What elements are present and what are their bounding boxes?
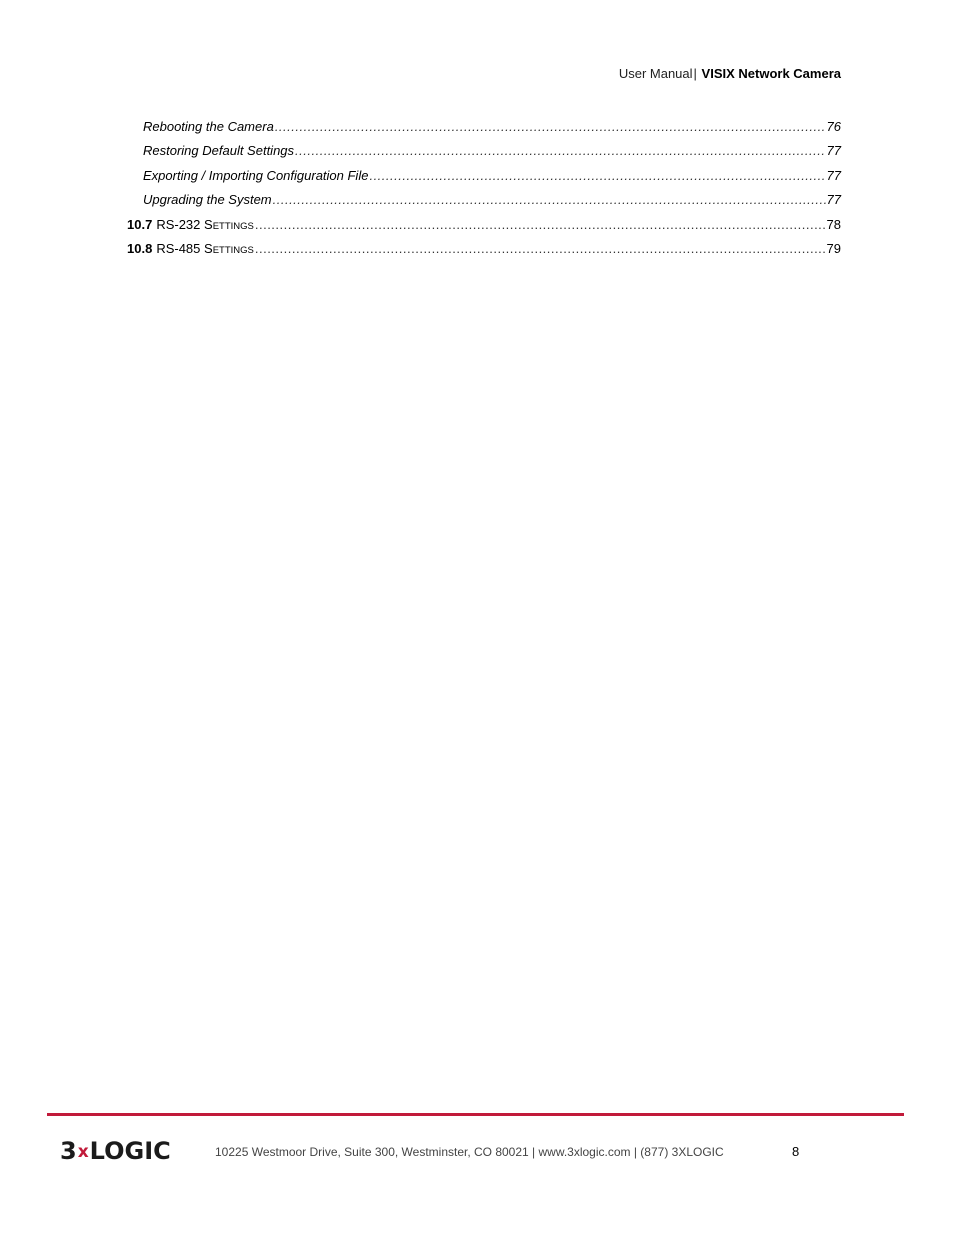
toc-dot-leader [369,164,825,188]
toc-entry-page: 78 [826,216,841,232]
footer-address: 10225 Westmoor Drive, Suite 300, Westminster, CO 80021 | www.3xlogic.com | (877) 3XLOGIC [215,1145,724,1159]
page-number: 8 [792,1144,800,1159]
toc-dot-leader [273,188,826,212]
toc-entry-title: RS-485 S [156,240,213,256]
page-header [619,66,841,81]
toc-dot-leader [275,115,826,139]
toc-entry-page: 77 [826,143,841,159]
toc-entry-exporting-importing-config[interactable] [127,164,841,188]
footer-divider [47,1113,904,1116]
logo-digit: 3 [60,1137,77,1165]
toc-entry-title-smallcaps: ETTINGS [212,220,254,232]
toc-dot-leader [255,237,826,261]
header-doc-type: User Manual [618,66,693,81]
toc-entry-number: 10.7 [127,216,153,232]
toc-entry-page: 77 [826,192,841,208]
header-product-name: VISIX Network Camera [701,66,841,81]
toc-entry-label [127,213,254,239]
logo-wordmark: LOGIC [89,1137,171,1165]
toc-dot-leader [295,139,826,163]
toc-entry-title: Upgrading the System [143,192,272,208]
toc-entry-page: 76 [826,119,841,134]
toc-entry-title: RS-232 S [156,216,213,232]
toc-entry-title: Rebooting the Camera [143,119,274,134]
toc-entry-number: 10.8 [127,240,153,256]
toc-entry-page: 79 [826,240,841,256]
toc-entry-page: 77 [826,167,841,183]
toc-entry-rebooting-camera[interactable] [127,115,841,139]
toc-entry-title: Restoring Default Settings [143,143,295,159]
toc-entry-rs485-settings[interactable] [127,237,841,261]
logo-x: x [77,1142,89,1162]
header-separator: | [693,66,697,81]
toc-dot-leader [255,213,826,237]
toc-entry-label [127,237,254,263]
toc-entry-rs232-settings[interactable] [127,213,841,237]
toc-entry-title: Exporting / Importing Configuration File [143,167,369,183]
toc-entry-upgrading-system[interactable] [127,188,841,212]
3xlogic-logo [60,1136,171,1166]
toc-entry-restoring-default-settings[interactable] [127,139,841,163]
toc-entry-title-smallcaps: ETTINGS [212,244,254,256]
table-of-contents [127,115,841,261]
